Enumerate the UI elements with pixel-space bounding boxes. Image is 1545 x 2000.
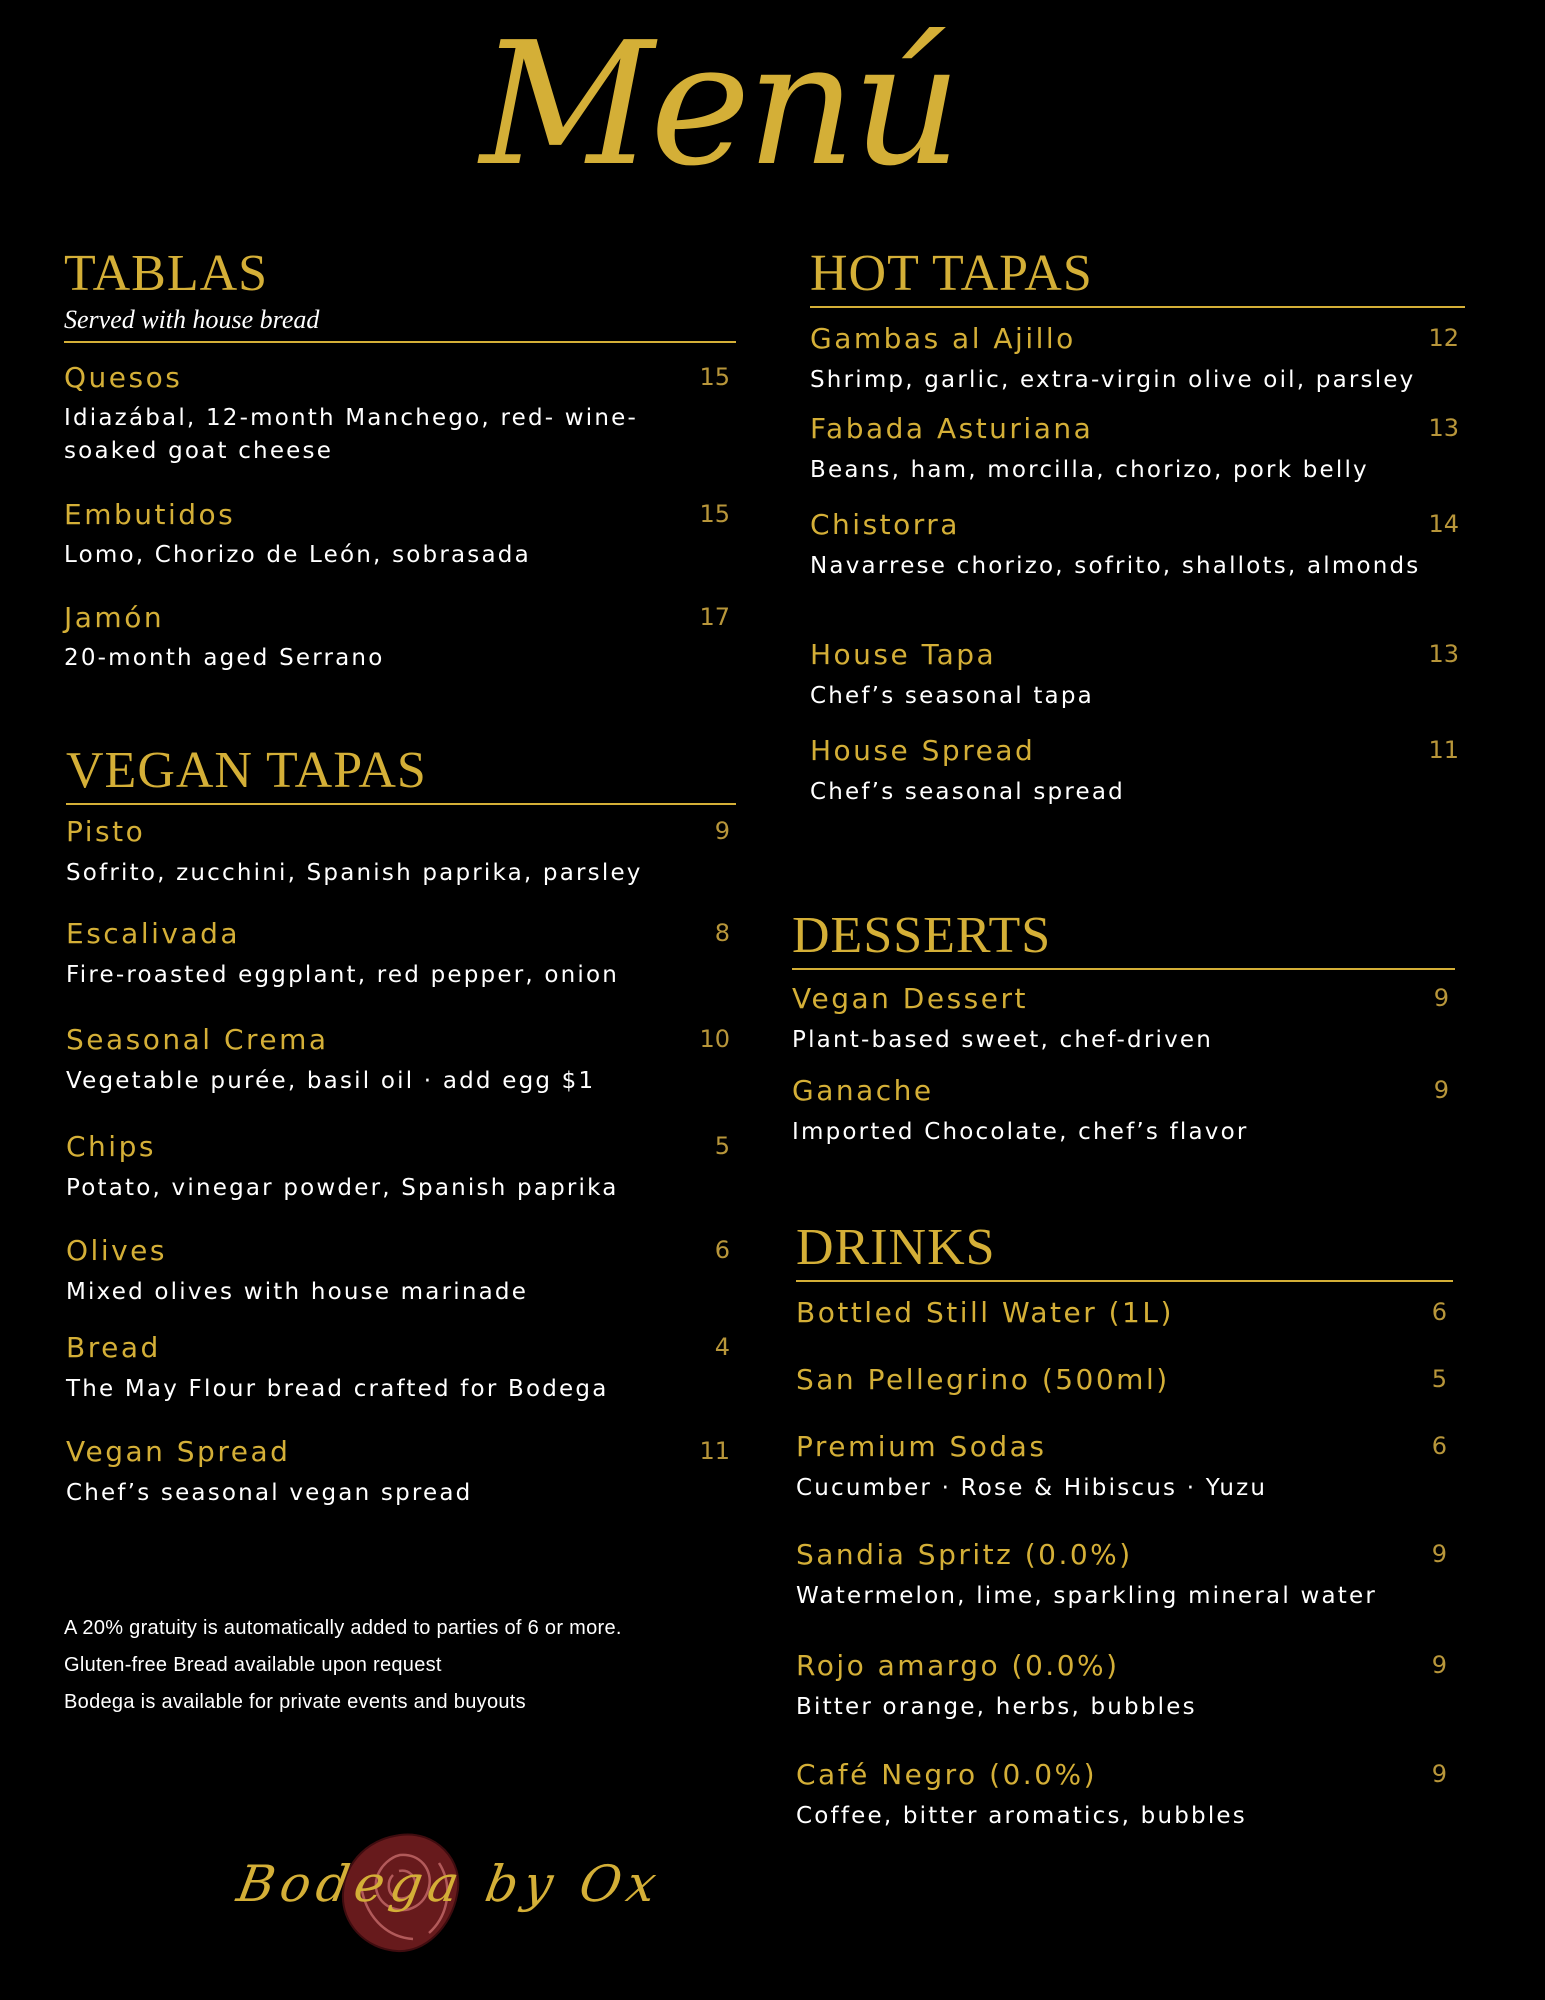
item-price: 11 (1428, 736, 1459, 764)
note-gratuity: A 20% gratuity is automatically added to parties of 6 or more. (64, 1617, 622, 1639)
menu-item (796, 1649, 1453, 1723)
section-divider (792, 968, 1455, 970)
item-name: House Tapa (810, 638, 997, 671)
item-name: Café Negro (0.0%) (796, 1758, 1098, 1791)
item-price: 15 (699, 499, 730, 528)
item-description: Beans, ham, morcilla, chorizo, pork belly (810, 456, 1369, 483)
item-price: 9 (1433, 984, 1449, 1012)
menu-item (796, 1430, 1453, 1504)
item-name: Fabada Asturiana (810, 412, 1094, 445)
menu-item (810, 638, 1465, 712)
item-description: Watermelon, lime, sparkling mineral water (796, 1582, 1377, 1609)
item-description: Chef’s seasonal spread (810, 778, 1125, 805)
section-heading: TABLAS (64, 245, 269, 302)
menu-item (64, 361, 736, 468)
item-name: Olives (66, 1234, 167, 1267)
item-price: 4 (714, 1333, 730, 1361)
item-price: 10 (699, 1025, 730, 1053)
menu-item (66, 1331, 736, 1405)
item-description: Lomo, Chorizo de León, sobrasada (64, 542, 531, 569)
section-hot-tapas (810, 245, 1465, 805)
menu-item (66, 1130, 736, 1204)
menu-item (796, 1538, 1453, 1612)
menu-item (792, 982, 1455, 1056)
item-price: 15 (699, 362, 730, 391)
menu-title: Menú (480, 6, 958, 204)
brand-name: Bodega by Ox (232, 1855, 667, 1913)
item-description: Chef’s seasonal tapa (810, 682, 1094, 709)
item-name: House Spread (810, 734, 1036, 767)
footer-notes (64, 1610, 764, 1721)
section-subtitle: Served with house bread (64, 305, 320, 334)
menu-item (810, 322, 1465, 396)
item-name: Ganache (792, 1074, 934, 1107)
brand-logo (230, 1815, 667, 1965)
item-price: 9 (1431, 1760, 1447, 1788)
item-description: The May Flour bread crafted for Bodega (66, 1375, 609, 1402)
item-name: Seasonal Crema (66, 1023, 329, 1056)
item-description: Potato, vinegar powder, Spanish paprika (66, 1174, 619, 1201)
item-price: 12 (1428, 324, 1459, 352)
item-price: 6 (1431, 1298, 1447, 1326)
item-description: 20-month aged Serrano (64, 645, 385, 672)
section-vegan-tapas (66, 742, 736, 1506)
item-price: 14 (1428, 510, 1459, 538)
item-name: Sandia Spritz (0.0%) (796, 1538, 1133, 1571)
menu-item (64, 498, 736, 572)
item-name: Gambas al Ajillo (810, 322, 1076, 355)
section-heading: VEGAN TAPAS (66, 742, 427, 799)
menu-item (810, 508, 1465, 582)
menu-item (810, 734, 1465, 808)
item-name: Premium Sodas (796, 1430, 1047, 1463)
item-description: Chef’s seasonal vegan spread (66, 1479, 473, 1506)
item-name: Chips (66, 1130, 156, 1163)
section-desserts (792, 907, 1455, 1145)
item-name: Embutidos (64, 497, 236, 531)
item-name: Chistorra (810, 508, 960, 541)
section-heading: DRINKS (796, 1219, 996, 1276)
item-price: 9 (1433, 1076, 1449, 1104)
item-name: Rojo amargo (0.0%) (796, 1649, 1120, 1682)
item-description: Imported Chocolate, chef’s flavor (792, 1118, 1249, 1145)
item-name: Jamón (64, 600, 165, 634)
menu-item (66, 1023, 736, 1097)
item-name: San Pellegrino (500ml) (796, 1363, 1170, 1396)
section-drinks (796, 1219, 1453, 1829)
section-divider (796, 1280, 1453, 1282)
note-private-events: Bodega is available for private events and buyouts (64, 1691, 526, 1713)
item-price: 17 (699, 602, 730, 631)
menu-item (66, 1234, 736, 1308)
item-name: Bread (66, 1331, 161, 1364)
item-description: Coffee, bitter aromatics, bubbles (796, 1802, 1247, 1829)
section-divider (66, 803, 736, 805)
item-price: 9 (1431, 1540, 1447, 1568)
item-name: Pisto (66, 815, 146, 848)
note-gluten-free: Gluten-free Bread available upon request (64, 1654, 442, 1676)
item-description: Vegetable purée, basil oil · add egg $1 (66, 1067, 596, 1094)
item-name: Vegan Dessert (792, 982, 1028, 1015)
item-description: Mixed olives with house marinade (66, 1278, 529, 1305)
item-name: Bottled Still Water (1L) (796, 1296, 1174, 1329)
item-description: Plant-based sweet, chef-driven (792, 1026, 1214, 1053)
section-heading: HOT TAPAS (810, 245, 1093, 302)
item-description: Fire-roasted eggplant, red pepper, onion (66, 961, 620, 988)
item-price: 6 (1431, 1432, 1447, 1460)
section-divider (64, 341, 736, 343)
item-price: 13 (1428, 640, 1459, 668)
item-name: Escalivada (66, 917, 241, 950)
item-price: 9 (714, 817, 730, 845)
item-description: Bitter orange, herbs, bubbles (796, 1693, 1197, 1720)
item-price: 5 (714, 1132, 730, 1160)
item-description: Sofrito, zucchini, Spanish paprika, parsley (66, 859, 643, 886)
item-name: Vegan Spread (66, 1435, 291, 1468)
section-heading: DESSERTS (792, 907, 1052, 964)
item-price: 13 (1428, 414, 1459, 442)
menu-item (796, 1363, 1453, 1397)
item-description: Idiazábal, 12-month Manchego, red- wine-soaked goat cheese (64, 405, 638, 464)
item-price: 9 (1431, 1651, 1447, 1679)
item-price: 6 (714, 1236, 730, 1264)
menu-item (792, 1074, 1455, 1148)
menu-item (66, 815, 736, 889)
section-divider (810, 306, 1465, 308)
menu-item (66, 917, 736, 991)
item-price: 5 (1431, 1365, 1447, 1393)
item-name: Quesos (64, 360, 183, 394)
menu-item (796, 1758, 1453, 1832)
menu-item (810, 412, 1465, 486)
section-tablas (64, 245, 736, 672)
item-price: 8 (714, 919, 730, 947)
item-price: 11 (699, 1437, 730, 1465)
item-description: Shrimp, garlic, extra-virgin olive oil, parsley (810, 366, 1416, 393)
menu-item (66, 1435, 736, 1509)
item-description: Cucumber · Rose & Hibiscus · Yuzu (796, 1474, 1268, 1501)
item-description: Navarrese chorizo, sofrito, shallots, almonds (810, 552, 1421, 579)
menu-item (796, 1296, 1453, 1330)
menu-item (64, 601, 736, 675)
